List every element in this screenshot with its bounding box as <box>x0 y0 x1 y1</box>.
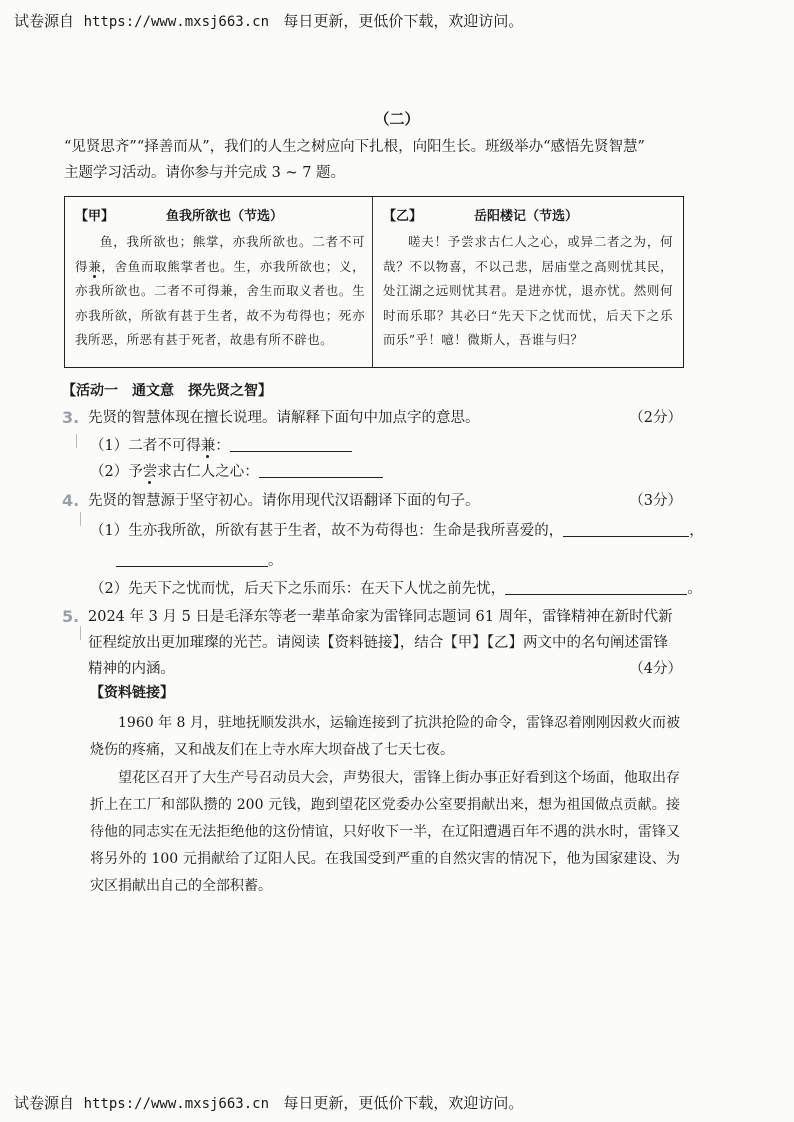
text-yi <box>383 205 673 353</box>
item-punct: ， <box>689 523 704 539</box>
margin-mark <box>80 512 89 526</box>
text-jia-title: 鱼我所欲也（节选） <box>166 209 284 224</box>
question-3 <box>0 405 794 485</box>
question-5-line-2: 征程绽放出更加璀璨的光芒。请阅读【资料链接】，结合【甲】【乙】两文中的名句阐述雷锋 <box>88 635 668 651</box>
reference-heading: 【资料链接】 <box>90 685 174 701</box>
text-yi-title: 岳阳楼记（节选） <box>474 209 579 224</box>
item-text: （2）先天下之忧而忧，后天下之乐而乐：在天下人忧之前先忧， <box>90 581 506 597</box>
classical-texts-box <box>64 196 684 368</box>
answer-blank[interactable] <box>259 461 383 478</box>
item-text-rest: 求古仁人之心： <box>157 464 259 480</box>
source-label: 试卷源自 <box>14 12 75 30</box>
question-4 <box>0 488 794 598</box>
text-yi-tag: 【乙】 <box>383 209 423 224</box>
text-jia-body <box>75 230 365 353</box>
text-jia-body-part-1: 鱼，我所欲也；熊掌，亦我所欲也。二者不可得 <box>75 234 365 274</box>
question-4-number: 4. <box>62 491 80 510</box>
question-5-line-3: 精神的内涵。 <box>88 661 175 677</box>
question-3-item-1 <box>90 433 352 459</box>
box-divider <box>372 197 373 367</box>
text-jia <box>75 205 365 353</box>
slogan: 每日更新，更低价下载，欢迎访问。 <box>283 12 524 30</box>
answer-blank[interactable] <box>505 578 687 595</box>
answer-blank[interactable] <box>563 520 689 537</box>
header-watermark <box>14 10 523 31</box>
item-text: （1）生亦我所欲，所欲有甚于生者，故不为苟得也：生命是我所喜爱的， <box>90 523 564 539</box>
answer-blank[interactable] <box>116 550 268 567</box>
text-jia-tag: 【甲】 <box>75 209 115 224</box>
section-title: （二） <box>374 110 420 128</box>
question-4-text: 先贤的智慧源于坚守初心。请你用现代汉语翻译下面的句子。 <box>88 493 480 509</box>
text-jia-body-part-2: ，舍鱼而取熊掌者也。生，亦我所欲也；义，亦我所欲也。二者不可得兼，舍生而取义者也。生亦我所欲，所欲有甚于生者，故不为苟得也；死亦我所恶，所恶有甚于死者，故患有所不辟也。 <box>75 258 365 347</box>
question-5-points: （4分） <box>629 661 682 677</box>
margin-mark <box>76 434 85 448</box>
source-url[interactable]: https://www.mxsj663.cn <box>83 14 269 30</box>
slogan: 每日更新，更低价下载，欢迎访问。 <box>283 1094 524 1112</box>
source-url[interactable]: https://www.mxsj663.cn <box>83 1096 269 1112</box>
emphasized-char: 兼 <box>200 438 216 454</box>
question-5-line-1: 2024 年 3 月 5 日是毛泽东等老一辈革命家为雷锋同志题词 61 周年，雷锋精神在新时代新 <box>88 609 673 625</box>
answer-blank[interactable] <box>230 435 352 452</box>
item-punct: 。 <box>268 553 283 569</box>
question-4-item-2 <box>90 576 702 602</box>
item-colon: ： <box>215 438 230 454</box>
item-text: （2）予 <box>90 464 143 480</box>
item-punct: 。 <box>687 581 702 597</box>
question-4-item-1-cont <box>116 548 283 574</box>
emphasized-char: 尝 <box>142 464 158 480</box>
question-3-number: 3. <box>62 408 80 427</box>
question-4-points: （3分） <box>629 493 682 509</box>
question-5 <box>0 604 794 684</box>
text-yi-body: 嗟夫！予尝求古仁人之心，或异二者之为，何哉？不以物喜，不以己悲，居庙堂之高则忧其民，处江湖之远则忧其君。是进亦忧，退亦忧。然则何时而乐耶？其必曰“先天下之忧而忧，后天下之乐而乐”乎！噫！微斯人，吾谁与归？ <box>383 234 673 347</box>
question-3-points: （2分） <box>629 410 682 426</box>
intro-line-1: “见贤思齐”“择善而从”，我们的人生之树应向下扎根，向阳生长。班级举办“感悟先贤智慧” <box>64 139 645 155</box>
question-4-item-1 <box>90 518 704 544</box>
footer-watermark <box>14 1092 523 1113</box>
item-text: （1）二者不可得 <box>90 438 201 454</box>
question-3-item-2 <box>90 459 383 485</box>
question-3-text: 先贤的智慧体现在擅长说理。请解释下面句中加点字的意思。 <box>88 410 480 426</box>
reference-paragraph-2: 望花区召开了大生产号召动员大会，声势很大，雷锋上街办事正好看到这个场面，他取出存折上在工厂和部队攒的 200 元钱，跑到望花区党委办公室要捐献出来，想为祖国做点贡献。接待他的同志实在无法拒绝他的这份情谊，只好收下一半，在辽阳遭遇百年不遇的洪水时，雷锋又将另外的 100 元捐献给了辽阳人民。在我国受到严重的自然灾害的情况下，他为国家建设、为灾区捐献出自己的全部积蓄。 <box>90 770 680 894</box>
intro-line-2: 主题学习活动。请你参与并完成 3 ~ 7 题。 <box>64 165 346 181</box>
activity-one-heading: 【活动一 通文意 探先贤之智】 <box>62 383 272 399</box>
margin-mark <box>80 626 89 640</box>
reference-paragraph-1: 1960 年 8 月，驻地抚顺发洪水，运输连接到了抗洪抢险的命令，雷锋忍着刚刚因救火而被烧伤的疼痛，又和战友们在上寺水库大坝奋战了七天七夜。 <box>90 715 680 758</box>
source-label: 试卷源自 <box>14 1094 75 1112</box>
question-5-number: 5. <box>62 607 80 626</box>
emphasized-char: 兼 <box>88 258 102 274</box>
